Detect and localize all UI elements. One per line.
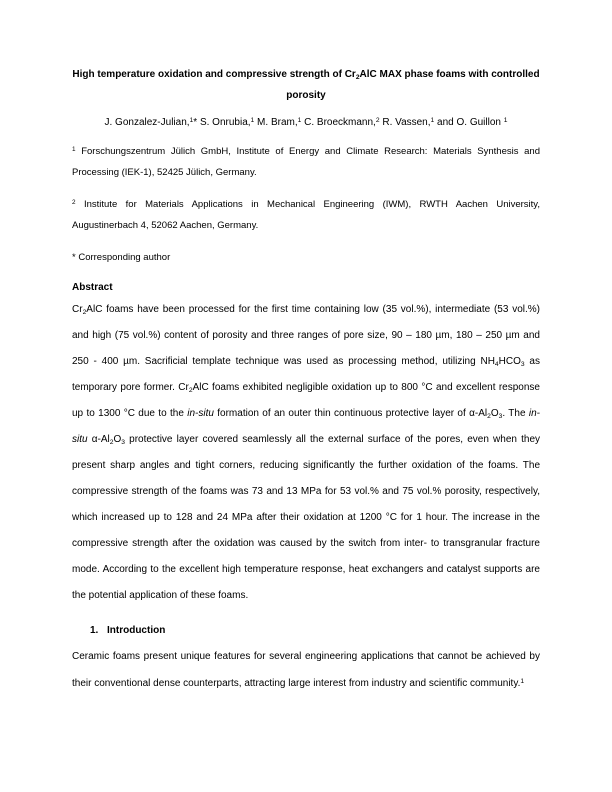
abstract-heading: Abstract (72, 282, 113, 293)
corresponding-author-note: * Corresponding author (72, 252, 171, 263)
section-number: 1. (90, 625, 99, 636)
affiliation-1: $^1$ Forschungszentrum Jülich GmbH, Institute of Energy and Climate Research: Materials Synthesis and Processing (IEK-1), 52425 Jülich, Germany. (72, 145, 540, 178)
abstract-paragraph: $Cr_2AlC$ foams have been processed for the first time containing low (35 vol.%), intermediate (53 vol.%) and high (75 vol.%) content of porosity and three ranges of pore size, 90 – 180 µm, 180 – 250 µm and 250 - 400 µm. Sacrificial template technique was used as processing method, utilizing $NH_4HCO_3$ as temporary pore former. $Cr_2AlC$ foams exhibited negligible oxidation up to 800 °C and excellent response up to 1300 °C due to the in-situ formation of an outer thin continuous protective layer of $\alpha-Al_2O_3$. The in-situ $\alpha-Al_2O_3$ protective layer covered seamlessly all the external surface of the pores, even when they present sharp angles and tight corners, reducing significantly the further oxidation of the foams. The compressive strength of the foams was 73 and 13 MPa for 53 vol.% and 75 vol.% porosity, respectively, which increased up to 128 and 24 MPa after their oxidation at 1200 °C for 1 hour. The increase in the compressive strength after the oxidation was caused by the switch from inter- to transgranular fracture mode. According to the excellent high temperature response, heat exchangers and catalyst supports are the potential application of these foams. (72, 304, 541, 601)
affiliation-2: $^2$ Institute for Materials Applications in Mechanical Engineering (IWM), RWTH Aachen University, Augustinerbach 4, 52062 Aachen, Germany. (72, 198, 540, 231)
introduction-heading (90, 625, 540, 636)
introduction-paragraph: Ceramic foams present unique features for several engineering applications that cannot be achieved by their conventional dense counterparts, attracting large interest from industry and scientific community.$^1$ (72, 651, 540, 689)
section-title: Introduction (107, 625, 166, 636)
author-line: J. Gonzalez-Julian,$^1$* S. Onrubia,$^1$ M. Bram,$^1$ C. Broeckmann,$^2$ R. Vassen,$^1$ and O. Guillon $^1$ (104, 116, 508, 128)
paper-title: High temperature oxidation and compressive strength of $Cr_2AlC$ MAX phase foams with controlled porosity (72, 69, 540, 101)
